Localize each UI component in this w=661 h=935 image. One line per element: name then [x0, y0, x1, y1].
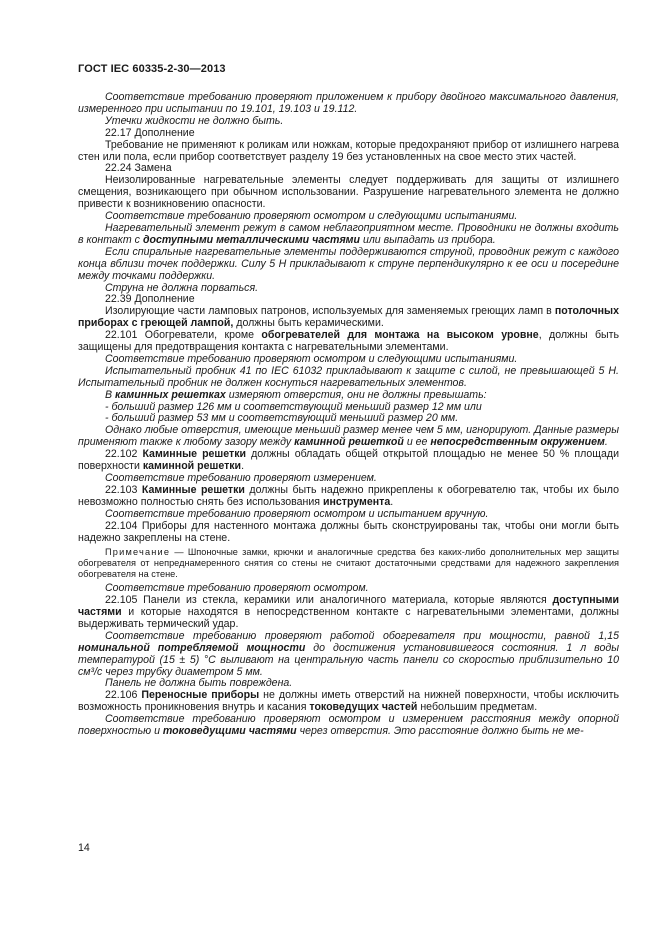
- text-run: Панель не должна быть повреждена.: [105, 677, 293, 690]
- text-run: Примечание: [105, 547, 171, 558]
- text-run: , должны быть защищены для предотвращения контакта с нагревательными элементами.: [78, 329, 619, 354]
- paragraph: [78, 425, 619, 449]
- text-run: не должны иметь отверстий на нижней поверхности, чтобы исключить возможность проникновения внутрь и касания: [78, 689, 619, 714]
- paragraph: [78, 714, 619, 738]
- paragraph: [78, 366, 619, 390]
- text-run: измеряют отверстия, они не должны превышать:: [225, 388, 487, 401]
- text-run: небольшим предметам.: [417, 701, 538, 714]
- text-run: Неизолированные нагревательные элементы следует поддерживать для защиты от излишнего смещения, возникающего при обычном использовании. Разрушение нагревательного элемента не должно привести к возникновению опасности.: [78, 174, 619, 211]
- text-run: 22.17 Дополнение: [105, 126, 195, 139]
- term-bold: инструмента: [322, 495, 391, 508]
- paragraph: [78, 247, 619, 283]
- paragraph: [78, 140, 619, 164]
- text-run: .: [390, 495, 394, 508]
- text-run: .: [241, 460, 245, 473]
- paragraph: [78, 690, 619, 714]
- term-bold: каминной решетки: [142, 460, 242, 473]
- text-run: Соответствие требованию проверяют приложением к прибору двойного максимального давления, измеренного при испытании по 19.101, 19.103 и 19.112.: [78, 91, 619, 115]
- text-run: Однако любые отверстия, имеющие меньший размер менее чем 5 мм, игнорируют. Данные размеры применяют также к любому зазору между: [78, 424, 619, 449]
- text-run: Изолирующие части ламповых патронов, используемых для заменяемых греющих ламп в: [105, 305, 555, 318]
- text-run: 22.24 Замена: [105, 162, 172, 175]
- text-run: 22.103: [105, 483, 142, 496]
- term-bold: каминных решетках: [115, 388, 226, 401]
- paragraph: [78, 306, 619, 330]
- text-run: Струна не должна порваться.: [105, 281, 259, 294]
- term-bold: номинальной потребляемой мощности: [78, 641, 306, 654]
- text-run: .: [604, 436, 608, 449]
- text-run: Утечки жидкости не должно быть.: [105, 114, 284, 127]
- page-number: 14: [78, 842, 90, 854]
- paragraph: [78, 631, 619, 679]
- text-run: или выпадать из прибора.: [360, 233, 496, 246]
- paragraph: [78, 330, 619, 354]
- text-run: должны быть керамическими.: [233, 317, 384, 330]
- text-run: 22.102: [105, 448, 143, 461]
- term-bold: каминной решеткой: [294, 436, 404, 449]
- paragraph: [78, 485, 619, 509]
- term-bold: доступными металлическими частями: [142, 233, 360, 246]
- term-bold: токоведущих частей: [309, 701, 418, 714]
- term-bold: токоведущими частями: [162, 725, 297, 738]
- paragraph: [78, 175, 619, 211]
- text-run: 22.101 Обогреватели, кроме: [105, 329, 262, 342]
- text-run: 22.106: [105, 689, 142, 702]
- term-bold: Каминные решетки: [142, 448, 247, 461]
- text-run: и ее: [403, 436, 431, 449]
- document-header: ГОСТ IEC 60335-2-30—2013: [78, 63, 226, 75]
- text-run: Испытательный пробник 41 по IEC 61032 прикладывают к защите с силой, не превышающей 5 Н. Испытательный пробник не должен коснуться нагревательных элементов.: [78, 364, 619, 389]
- paragraph: [78, 521, 619, 545]
- document-body: [78, 92, 619, 738]
- text-run: до достижения установившегося состояния. 1 л воды температурой (15 ± 5) °С выливают на центральную часть панели со скоростью приблизительно 10 см³/с через трубку диаметром 5 мм.: [78, 641, 620, 678]
- term-bold: Каминные решетки: [141, 483, 245, 496]
- text-run: 22.39 Дополнение: [105, 293, 195, 306]
- text-run: В: [105, 388, 116, 401]
- paragraph: [78, 223, 619, 247]
- text-run: Соответствие требованию проверяют осмотром и испытанием вручную.: [105, 507, 489, 520]
- text-run: Соответствие требованию проверяют осмотром и измерением расстояния между опорной поверхностью и: [78, 713, 619, 738]
- text-run: Соответствие требованию проверяют работой обогревателя при мощности, равной 1,15: [105, 629, 619, 642]
- text-run: Если спиральные нагревательные элементы поддерживаются струной, проводник режут с каждого конца вблизи точек поддержки. Силу 5 Н прикладывают к струне перпендикулярно к ее оси и посередине между точками поддержки.: [78, 245, 619, 282]
- text-run: - больший размер 126 мм и соответствующий меньший размер 12 мм или: [105, 400, 482, 413]
- text-run: Нагревательный элемент режут в самом неблагоприятном месте. Проводники не должны входить в контакт с: [78, 221, 619, 246]
- text-run: Требование не применяют к роликам или ножкам, которые предохраняют прибор от излишнего нагрева стен или пола, если прибор соответствует разделу 19 без установленных на свое место этих частей.: [78, 138, 619, 163]
- term-bold: доступными частями: [78, 594, 619, 619]
- term-bold: непосредственным окружением: [430, 436, 605, 449]
- text-run: должны обладать общей открытой площадью не менее 50 % площади поверхности: [78, 448, 619, 473]
- text-run: Соответствие требованию проверяют осмотром и следующими испытаниями.: [105, 210, 518, 223]
- paragraph: [78, 92, 619, 116]
- text-run: — Шпоночные замки, крючки и аналогичные средства без каких-либо дополнительных мер защиты обогревателя от непреднамеренного снятия со стены не считают достаточными средствами для надежного закрепления обогревателя на стене.: [78, 547, 619, 579]
- note-paragraph: [78, 547, 619, 579]
- text-run: - больший размер 53 мм и соответствующий меньший размер 20 мм.: [105, 412, 459, 425]
- text-run: через отверстия. Это расстояние должно быть не ме-: [296, 725, 584, 738]
- term-bold: потолочных приборах с греющей лампой,: [78, 305, 619, 330]
- term-bold: обогревателей для монтажа на высоком уровне: [261, 329, 539, 342]
- text-run: 22.105 Панели из стекла, керамики или аналогичного материала, которые являются: [105, 594, 553, 607]
- text-run: Соответствие требованию проверяют осмотром и следующими испытаниями.: [105, 352, 518, 365]
- paragraph: [78, 595, 619, 631]
- paragraph: [78, 449, 619, 473]
- text-run: должны быть надежно прикреплены к обогревателю так, чтобы их было невозможно полностью снять без использования: [78, 483, 619, 508]
- term-bold: Переносные приборы: [141, 689, 260, 702]
- text-run: Соответствие требованию проверяют измерением.: [105, 472, 377, 484]
- text-run: и которые находятся в непосредственном контакте с нагревательными элементами, должны выдерживать термический удар.: [78, 606, 619, 630]
- text-run: 22.104 Приборы для настенного монтажа должны быть сконструированы так, чтобы они могли быть надежно закреплены на стене.: [78, 519, 619, 544]
- text-run: Соответствие требованию проверяют осмотром.: [105, 582, 369, 595]
